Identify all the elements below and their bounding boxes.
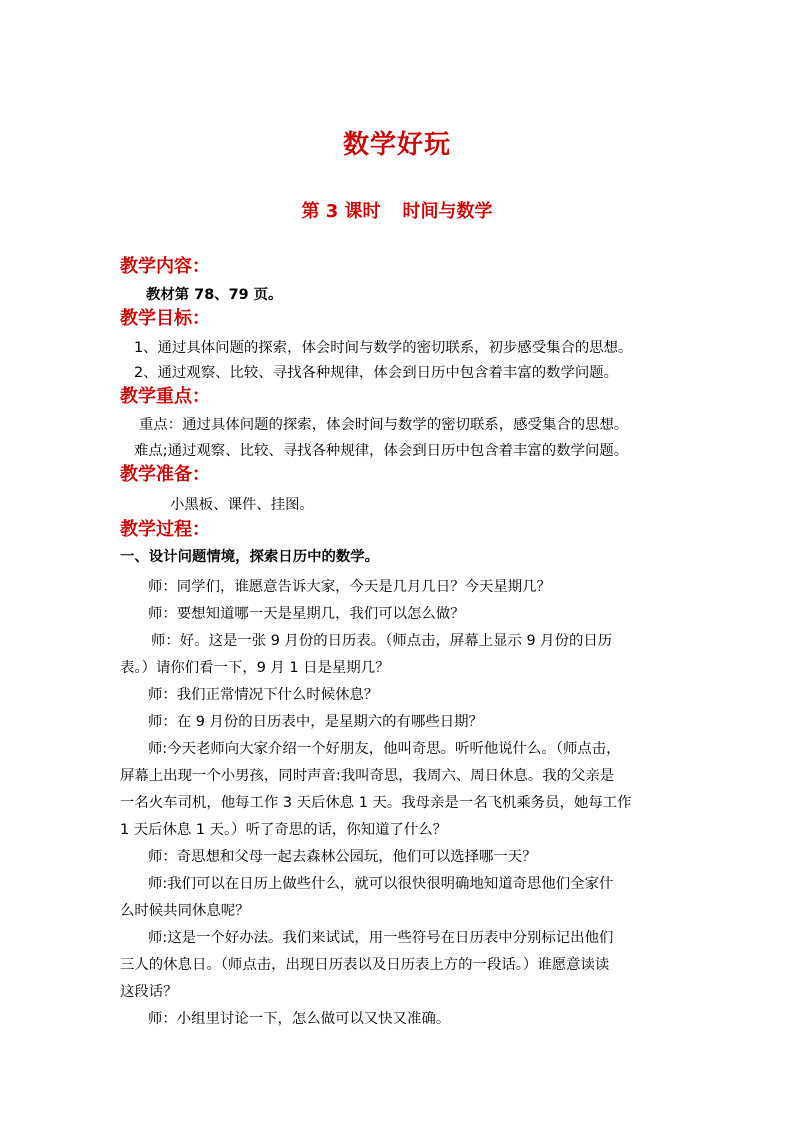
paragraph-line: 这段话？ bbox=[120, 984, 178, 1000]
content-text: 教材第 78、79 页。 bbox=[146, 287, 283, 303]
paragraph-line: 师：好。这是一张 9 月份的日历表。（师点击，屏幕上显示 9 月份的日历 bbox=[151, 633, 613, 649]
paragraph bbox=[120, 682, 676, 709]
paragraph bbox=[120, 925, 676, 1006]
paragraph bbox=[120, 1006, 676, 1033]
difficulty-item: 难点;通过观察、比较、寻找各种规律，体会到日历中包含着丰富的数学问题。 bbox=[134, 443, 629, 459]
paragraph bbox=[120, 736, 676, 844]
paragraph bbox=[120, 871, 676, 925]
lesson-number: 第 3 课时 bbox=[301, 201, 381, 222]
paragraph-line: 师：同学们，谁愿意告诉大家，今天是几月几日？今天星期几？ bbox=[148, 579, 551, 595]
paragraph bbox=[120, 628, 676, 682]
goal-item-2: 2、通过观察、比较、寻找各种规律，体会到日历中包含着丰富的数学问题。 bbox=[134, 365, 619, 381]
paragraph bbox=[120, 601, 676, 628]
paragraph-line: 师:今天老师向大家介绍一个好朋友，他叫奇思。听听他说什么。（师点击， bbox=[148, 741, 621, 757]
paragraph bbox=[120, 844, 676, 871]
heading-goals: 教学目标： bbox=[120, 308, 210, 329]
paragraph bbox=[120, 574, 676, 601]
heading-process: 教学过程： bbox=[120, 519, 210, 540]
paragraph-line: 师：小组里讨论一下，怎么做可以又快又准确。 bbox=[148, 1011, 451, 1027]
paragraph-line: 师：在 9 月份的日历表中，是星期六的有哪些日期？ bbox=[148, 714, 483, 730]
paragraph-line: 师：要想知道哪一天是星期几，我们可以怎么做？ bbox=[148, 606, 465, 622]
heading-content: 教学内容： bbox=[120, 256, 210, 277]
heading-preparation: 教学准备： bbox=[120, 464, 210, 485]
goal-item-1: 1、通过具体问题的探索，体会时间与数学的密切联系，初步感受集合的思想。 bbox=[134, 340, 633, 356]
paragraph-line: 师:我们可以在日历上做些什么，就可以很快很明确地知道奇思他们全家什 bbox=[148, 876, 614, 892]
paragraph-line: 师:这是一个好办法。我们来试试，用一些符号在日历表中分别标记出他们 bbox=[148, 930, 614, 946]
paragraph-line: 么时候共同休息呢？ bbox=[120, 903, 250, 919]
paragraph-line: 一名火车司机，他每工作 3 天后休息 1 天。我母亲是一名飞机乘务员，她每工作 bbox=[120, 795, 632, 811]
preparation-text: 小黑板、课件、挂图。 bbox=[170, 497, 314, 513]
document-title: 数学好玩 bbox=[342, 130, 451, 160]
key-point-item: 重点：通过具体问题的探索，体会时间与数学的密切联系，感受集合的思想。 bbox=[139, 417, 629, 433]
paragraph-line: 1 天后休息 1 天。）听了奇思的话，你知道了什么？ bbox=[120, 822, 448, 838]
heading-key-points: 教学重点： bbox=[120, 386, 210, 407]
paragraph-line: 师：奇思想和父母一起去森林公园玩，他们可以选择哪一天？ bbox=[148, 849, 537, 865]
paragraph-line: 表。）请你们看一下，9 月 1 日是星期几？ bbox=[120, 660, 390, 676]
paragraph-line: 三人的休息日。（师点击，出现日历表以及日历表上方的一段话。）谁愿意读读 bbox=[120, 957, 610, 973]
paragraph-line: 屏幕上出现一个小男孩，同时声音:我叫奇思，我周六、周日休息。我的父亲是 bbox=[120, 768, 615, 784]
paragraph-line: 师：我们正常情况下什么时候休息？ bbox=[148, 687, 379, 703]
process-step-1: 一、设计问题情境，探索日历中的数学。 bbox=[120, 549, 380, 565]
paragraph bbox=[120, 709, 676, 736]
lesson-subtitle bbox=[0, 199, 794, 225]
lesson-topic: 时间与数学 bbox=[402, 201, 493, 222]
